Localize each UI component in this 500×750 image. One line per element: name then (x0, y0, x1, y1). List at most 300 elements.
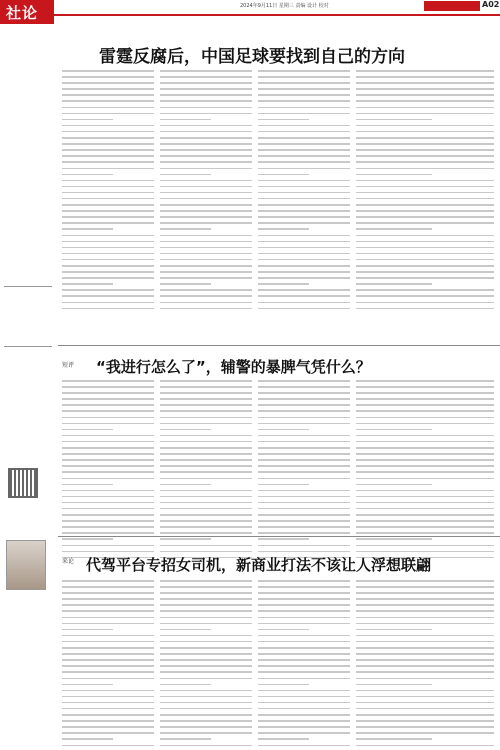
text-line (160, 88, 252, 90)
text-line (356, 137, 494, 139)
text-line (258, 222, 350, 224)
text-line (356, 241, 494, 243)
text-line (62, 623, 154, 625)
text-line (258, 417, 350, 419)
text-line (258, 490, 350, 492)
text-line (258, 149, 350, 151)
text-line (160, 647, 252, 649)
text-line (62, 119, 113, 121)
text-line (258, 478, 350, 480)
text-line (258, 738, 309, 740)
text-line (160, 180, 252, 182)
text-line (160, 283, 211, 285)
text-line (356, 380, 494, 382)
text-line (160, 100, 252, 102)
text-line (356, 478, 494, 480)
text-line (62, 478, 154, 480)
text-line (356, 671, 494, 673)
text-line (62, 520, 154, 522)
article-1-column (258, 70, 350, 314)
text-line (258, 726, 350, 728)
text-line (258, 70, 350, 72)
text-line (258, 161, 350, 163)
text-line (258, 484, 309, 486)
text-line (258, 204, 350, 206)
text-line (160, 671, 252, 673)
text-line (356, 168, 494, 170)
text-line (160, 586, 252, 588)
text-line (160, 678, 252, 680)
text-line (62, 708, 154, 710)
text-line (160, 392, 252, 394)
text-line (356, 295, 494, 297)
text-line (258, 235, 350, 237)
text-line (356, 551, 494, 553)
text-line (62, 82, 154, 84)
text-line (62, 732, 154, 734)
text-line (356, 192, 494, 194)
text-line (356, 259, 494, 261)
text-line (160, 289, 252, 291)
text-line (62, 204, 154, 206)
text-line (258, 623, 350, 625)
text-line (160, 580, 252, 582)
text-line (62, 247, 154, 249)
text-line (356, 131, 494, 133)
text-line (160, 119, 211, 121)
masthead (0, 0, 500, 24)
text-line (258, 216, 350, 218)
text-line (160, 259, 252, 261)
text-line (258, 514, 350, 516)
text-line (356, 502, 494, 504)
text-line (356, 708, 494, 710)
text-line (356, 235, 494, 237)
text-line (356, 222, 494, 224)
text-line (356, 623, 494, 625)
text-line (356, 532, 494, 534)
section-divider (58, 536, 500, 537)
text-line (258, 186, 350, 188)
text-line (62, 598, 154, 600)
text-line (62, 690, 154, 692)
text-line (62, 380, 154, 382)
text-line (160, 386, 252, 388)
text-line (160, 665, 252, 667)
text-line (160, 265, 252, 267)
text-line (356, 665, 494, 667)
text-line (62, 161, 154, 163)
text-line (356, 592, 494, 594)
text-line (160, 617, 252, 619)
text-line (160, 538, 211, 540)
text-line (356, 435, 494, 437)
text-line (356, 690, 494, 692)
text-line (62, 526, 154, 528)
text-line (62, 228, 113, 230)
text-line (160, 404, 252, 406)
text-line (356, 598, 494, 600)
text-line (258, 745, 350, 747)
text-line (62, 404, 154, 406)
text-line (62, 441, 154, 443)
text-line (62, 174, 113, 176)
text-line (160, 696, 252, 698)
text-line (356, 88, 494, 90)
text-line (62, 253, 154, 255)
text-line (258, 629, 309, 631)
text-line (258, 586, 350, 588)
text-line (356, 302, 494, 304)
text-line (62, 137, 154, 139)
text-line (356, 410, 494, 412)
text-line (258, 592, 350, 594)
text-line (356, 641, 494, 643)
text-line (356, 155, 494, 157)
text-line (62, 641, 154, 643)
text-line (62, 94, 154, 96)
text-line (62, 629, 113, 631)
text-line (258, 598, 350, 600)
text-line (160, 447, 252, 449)
text-line (356, 125, 494, 127)
text-line (258, 696, 350, 698)
text-line (62, 192, 154, 194)
text-line (356, 70, 494, 72)
text-line (356, 76, 494, 78)
text-line (356, 714, 494, 716)
sidebar-divider (4, 346, 52, 347)
text-line (356, 647, 494, 649)
text-line (258, 538, 309, 540)
text-line (62, 308, 154, 310)
text-line (62, 100, 154, 102)
text-line (356, 277, 494, 279)
text-line (62, 726, 154, 728)
text-line (62, 180, 154, 182)
text-line (160, 295, 252, 297)
text-line (356, 423, 494, 425)
text-line (62, 113, 154, 115)
text-line (258, 259, 350, 261)
text-line (356, 471, 494, 473)
text-line (62, 545, 154, 547)
text-line (258, 174, 309, 176)
text-line (160, 732, 252, 734)
text-line (258, 113, 350, 115)
text-line (62, 635, 154, 637)
text-line (356, 417, 494, 419)
text-line (62, 647, 154, 649)
text-line (356, 204, 494, 206)
text-line (258, 502, 350, 504)
text-line (356, 186, 494, 188)
text-line (62, 277, 154, 279)
text-line (62, 551, 154, 553)
text-line (160, 107, 252, 109)
text-line (160, 247, 252, 249)
text-line (258, 283, 309, 285)
text-line (62, 484, 113, 486)
text-line (160, 459, 252, 461)
text-line (356, 289, 494, 291)
text-line (356, 459, 494, 461)
text-line (62, 429, 113, 431)
text-line (160, 702, 252, 704)
text-line (62, 653, 154, 655)
text-line (160, 149, 252, 151)
text-line (160, 192, 252, 194)
text-line (62, 592, 154, 594)
text-line (356, 265, 494, 267)
text-line (356, 271, 494, 273)
text-line (62, 168, 154, 170)
text-line (160, 545, 252, 547)
text-line (62, 149, 154, 151)
text-line (356, 617, 494, 619)
publisher-sidebar (0, 28, 54, 750)
text-line (160, 598, 252, 600)
text-line (258, 131, 350, 133)
text-line (258, 459, 350, 461)
text-line (160, 113, 252, 115)
article-1-column (160, 70, 252, 314)
text-line (356, 107, 494, 109)
text-line (160, 635, 252, 637)
text-line (62, 447, 154, 449)
article-3-column (258, 580, 350, 750)
text-line (356, 580, 494, 582)
text-line (356, 82, 494, 84)
text-line (356, 738, 432, 740)
text-line (258, 447, 350, 449)
text-line (258, 247, 350, 249)
text-line (258, 398, 350, 400)
text-line (62, 471, 154, 473)
text-line (160, 659, 252, 661)
text-line (62, 198, 154, 200)
text-line (356, 678, 494, 680)
text-line (62, 580, 154, 582)
text-line (258, 496, 350, 498)
text-line (160, 610, 252, 612)
text-line (62, 186, 154, 188)
text-line (160, 168, 252, 170)
text-line (160, 490, 252, 492)
text-line (62, 745, 154, 747)
text-line (258, 453, 350, 455)
text-line (356, 216, 494, 218)
text-line (356, 119, 432, 121)
text-line (160, 484, 211, 486)
text-line (62, 241, 154, 243)
text-line (356, 635, 494, 637)
text-line (258, 610, 350, 612)
article-3-column (356, 580, 494, 750)
text-line (160, 410, 252, 412)
text-line (62, 271, 154, 273)
text-line (62, 502, 154, 504)
text-line (62, 386, 154, 388)
text-line (258, 714, 350, 716)
text-line (160, 592, 252, 594)
text-line (160, 745, 252, 747)
text-line (258, 732, 350, 734)
text-line (160, 235, 252, 237)
text-line (258, 192, 350, 194)
text-line (258, 410, 350, 412)
qr-code-icon (8, 468, 38, 498)
text-line (356, 490, 494, 492)
text-line (160, 690, 252, 692)
text-line (258, 253, 350, 255)
text-line (62, 696, 154, 698)
text-line (160, 502, 252, 504)
text-line (160, 720, 252, 722)
text-line (160, 125, 252, 127)
text-line (258, 228, 309, 230)
text-line (258, 210, 350, 212)
text-line (160, 714, 252, 716)
text-line (160, 532, 252, 534)
text-line (62, 586, 154, 588)
text-line (62, 417, 154, 419)
text-line (356, 545, 494, 547)
text-line (356, 586, 494, 588)
text-line (356, 538, 432, 540)
text-line (160, 94, 252, 96)
text-line (160, 70, 252, 72)
text-line (62, 465, 154, 467)
text-line (160, 271, 252, 273)
text-line (62, 714, 154, 716)
text-line (62, 720, 154, 722)
text-line (62, 659, 154, 661)
text-line (160, 508, 252, 510)
text-line (258, 155, 350, 157)
text-line (160, 423, 252, 425)
text-line (160, 604, 252, 606)
text-line (356, 247, 494, 249)
text-line (62, 131, 154, 133)
text-line (356, 684, 432, 686)
text-line (258, 82, 350, 84)
text-line (62, 738, 113, 740)
text-line (258, 277, 350, 279)
text-line (258, 168, 350, 170)
text-line (258, 678, 350, 680)
text-line (62, 302, 154, 304)
text-line (160, 514, 252, 516)
text-line (62, 392, 154, 394)
text-line (258, 88, 350, 90)
text-line (62, 671, 154, 673)
text-line (160, 253, 252, 255)
text-line (160, 738, 211, 740)
text-line (160, 204, 252, 206)
text-line (356, 198, 494, 200)
text-line (356, 143, 494, 145)
text-line (160, 137, 252, 139)
text-line (356, 484, 432, 486)
text-line (62, 508, 154, 510)
text-line (160, 308, 252, 310)
text-line (356, 441, 494, 443)
text-line (160, 641, 252, 643)
text-line (160, 241, 252, 243)
text-line (62, 435, 154, 437)
text-line (160, 435, 252, 437)
text-line (160, 708, 252, 710)
text-line (258, 423, 350, 425)
text-line (258, 532, 350, 534)
text-line (62, 155, 154, 157)
text-line (62, 125, 154, 127)
text-line (62, 398, 154, 400)
text-line (160, 551, 252, 553)
text-line (62, 235, 154, 237)
text-line (160, 76, 252, 78)
text-line (258, 641, 350, 643)
text-line (160, 398, 252, 400)
text-line (258, 265, 350, 267)
text-line (160, 302, 252, 304)
text-line (356, 514, 494, 516)
article-2-headline: “我进行怎么了”，辅警的暴脾气凭什么？ (96, 358, 371, 376)
text-line (258, 441, 350, 443)
text-line (160, 228, 211, 230)
text-line (356, 253, 494, 255)
text-line (258, 526, 350, 528)
text-line (356, 149, 494, 151)
text-line (160, 277, 252, 279)
text-line (62, 76, 154, 78)
article-1-headline: 雷霆反腐后，中国足球要找到自己的方向 (99, 47, 405, 67)
text-line (258, 465, 350, 467)
text-line (356, 398, 494, 400)
text-line (258, 271, 350, 273)
text-line (258, 386, 350, 388)
text-line (258, 302, 350, 304)
text-line (356, 180, 494, 182)
text-line (356, 94, 494, 96)
text-line (62, 107, 154, 109)
text-line (160, 478, 252, 480)
masthead-meta: 2024年9月11日 星期三 责编 设计 校对 (240, 3, 329, 9)
text-line (356, 653, 494, 655)
text-line (356, 404, 494, 406)
article-1-column (356, 70, 494, 314)
text-line (62, 410, 154, 412)
text-line (356, 113, 494, 115)
text-line (62, 265, 154, 267)
text-line (356, 496, 494, 498)
text-line (356, 726, 494, 728)
text-line (356, 610, 494, 612)
text-line (62, 617, 154, 619)
section-divider (58, 345, 500, 346)
text-line (258, 520, 350, 522)
text-line (160, 623, 252, 625)
text-line (356, 392, 494, 394)
text-line (160, 198, 252, 200)
text-line (258, 545, 350, 547)
text-line (258, 690, 350, 692)
text-line (356, 429, 432, 431)
text-line (62, 210, 154, 212)
text-line (258, 671, 350, 673)
text-line (258, 684, 309, 686)
